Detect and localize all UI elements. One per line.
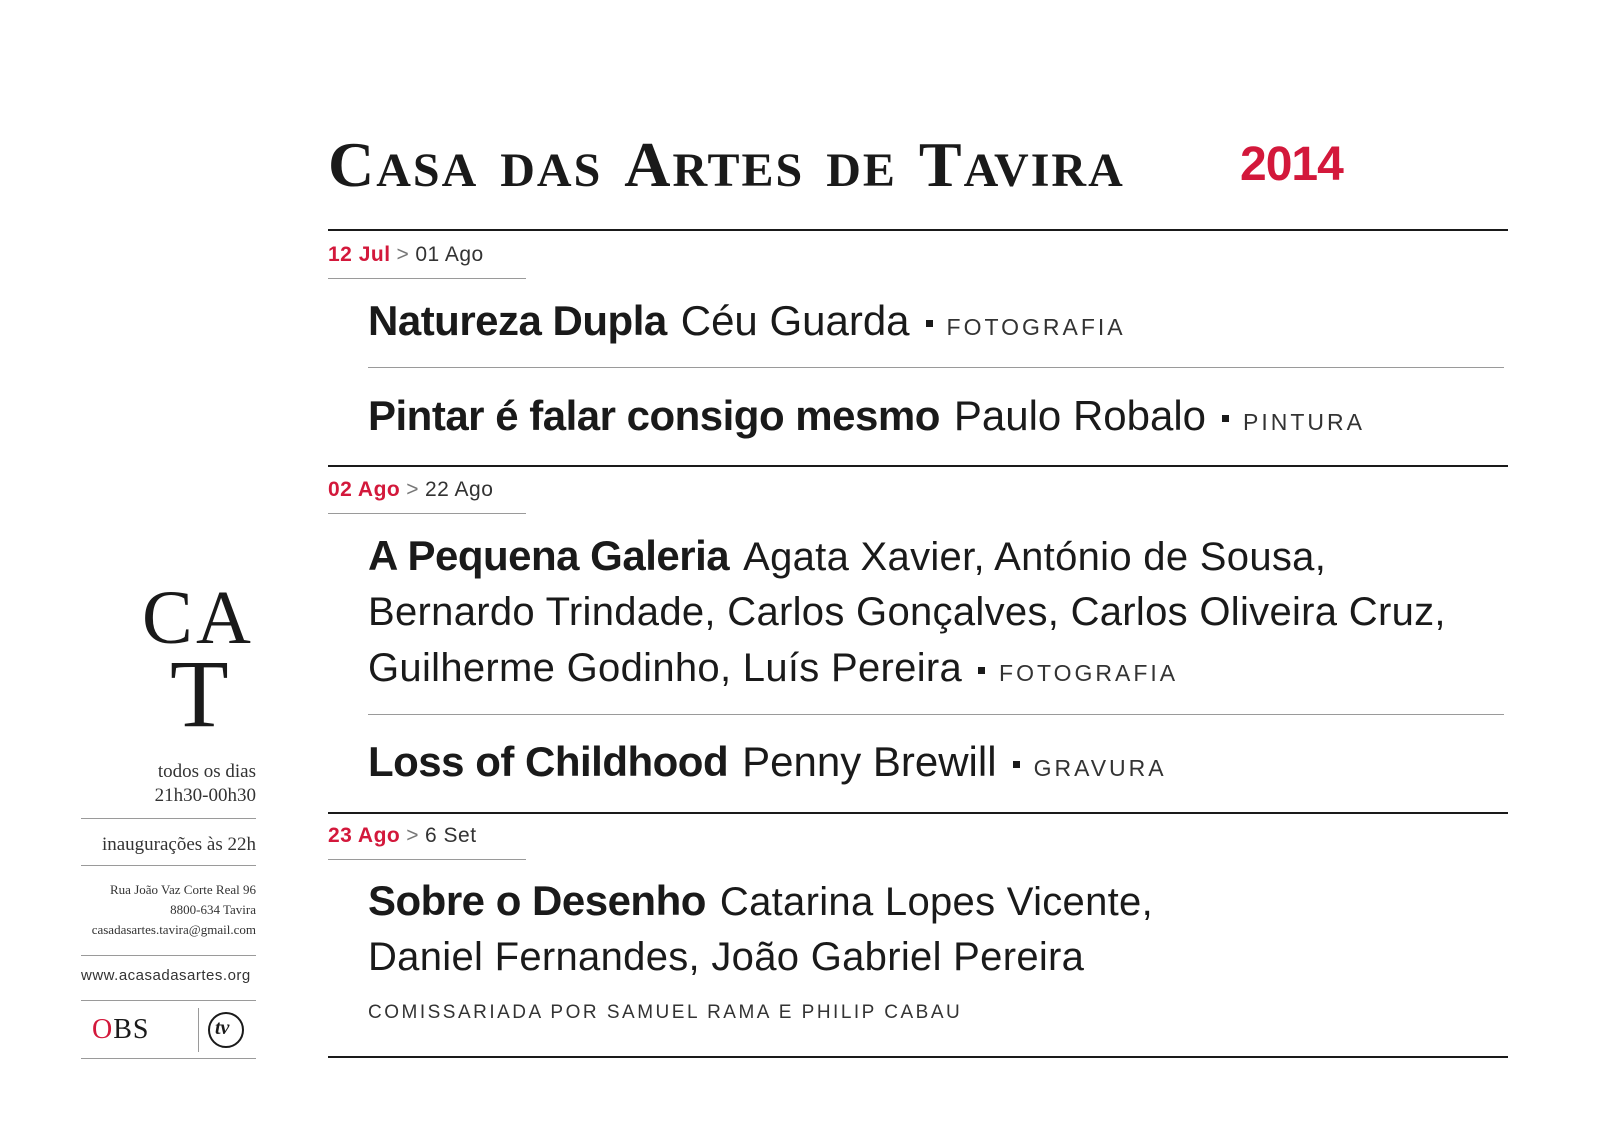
exhibition-artists: Agata Xavier, António de Sousa, bbox=[743, 535, 1327, 579]
date-to: 6 Set bbox=[425, 824, 477, 847]
opening-hours bbox=[155, 760, 256, 808]
exhibition-entry bbox=[368, 388, 1365, 450]
exhibition-entry bbox=[368, 528, 1326, 585]
exhibition-name: Loss of Childhood bbox=[368, 738, 729, 785]
bullet-square bbox=[1222, 415, 1229, 422]
date-rule bbox=[328, 513, 526, 514]
logo-letter: A bbox=[196, 576, 251, 660]
exhibition-category: FOTOGRAFIA bbox=[946, 314, 1126, 340]
date-from: 12 Jul bbox=[328, 243, 391, 266]
title-word: CASA bbox=[328, 129, 479, 200]
date-from: 23 Ago bbox=[328, 824, 401, 847]
title-word: DAS bbox=[500, 144, 603, 197]
date-rule bbox=[328, 859, 526, 860]
exhibition-artists: Catarina Lopes Vicente, bbox=[719, 880, 1154, 924]
item-rule bbox=[368, 367, 1504, 368]
title-word: DE bbox=[826, 144, 897, 197]
exhibition-entry bbox=[368, 873, 1153, 930]
exhibition-category: GRAVURA bbox=[1033, 755, 1167, 781]
exhibition-name: Natureza Dupla bbox=[368, 297, 667, 344]
hours-time: 21h30-00h30 bbox=[154, 785, 256, 806]
website-link[interactable]: www.acasadasartes.org bbox=[81, 967, 251, 984]
date-separator: > bbox=[396, 243, 410, 266]
openings-time: inaugurações às 22h bbox=[101, 834, 256, 855]
section-rule bbox=[328, 812, 1508, 814]
exhibition-artists-line bbox=[368, 640, 1178, 701]
address-postal: 8800-634 Tavira bbox=[170, 902, 256, 917]
logo-letter: T bbox=[170, 640, 229, 747]
bullet-square bbox=[926, 320, 933, 327]
address-street: Rua João Vaz Corte Real 96 bbox=[110, 882, 256, 897]
date-range bbox=[328, 824, 477, 848]
date-separator: > bbox=[406, 478, 419, 501]
exhibition-category: FOTOGRAFIA bbox=[999, 660, 1179, 686]
date-rule bbox=[328, 278, 526, 279]
sponsor-divider bbox=[198, 1008, 199, 1052]
date-separator: > bbox=[406, 824, 419, 847]
logo-letter: C bbox=[142, 576, 193, 660]
cat-logo bbox=[140, 576, 260, 747]
bullet-square bbox=[978, 667, 985, 674]
exhibition-artists: Penny Brewill bbox=[742, 738, 997, 785]
date-to: 01 Ago bbox=[415, 243, 484, 266]
title-word: TAVIRA bbox=[918, 129, 1125, 200]
sidebar-rule bbox=[81, 865, 256, 866]
hours-days: todos os dias bbox=[157, 761, 256, 782]
exhibition-entry bbox=[368, 734, 1167, 796]
page-title bbox=[328, 128, 1141, 202]
sidebar-rule bbox=[81, 818, 256, 819]
section-rule bbox=[328, 229, 1508, 231]
section-rule bbox=[328, 1056, 1508, 1058]
sidebar-rule bbox=[81, 1058, 256, 1059]
exhibition-entry bbox=[368, 293, 1126, 355]
exhibition-name: Pintar é falar consigo mesmo bbox=[368, 392, 940, 439]
section-rule bbox=[328, 465, 1508, 467]
date-range bbox=[328, 478, 493, 502]
exhibition-artists-line: Daniel Fernandes, João Gabriel Pereira bbox=[368, 935, 1085, 979]
sidebar-rule bbox=[81, 955, 256, 956]
date-range bbox=[328, 243, 484, 267]
exhibition-artists-line: Bernardo Trindade, Carlos Gonçalves, Carlos Oliveira Cruz, bbox=[368, 590, 1446, 634]
item-rule bbox=[368, 714, 1504, 715]
email-link[interactable]: casadasartes.tavira@gmail.com bbox=[91, 922, 256, 937]
sidebar-rule bbox=[81, 1000, 256, 1001]
exhibition-artists: Guilherme Godinho, Luís Pereira bbox=[368, 646, 963, 690]
exhibition-artists: Paulo Robalo bbox=[953, 392, 1207, 439]
exhibition-category: PINTURA bbox=[1243, 409, 1365, 435]
title-word: ARTES bbox=[624, 129, 805, 200]
obs-logo: OBS bbox=[92, 1014, 150, 1045]
bullet-square bbox=[1013, 761, 1020, 768]
date-to: 22 Ago bbox=[425, 478, 494, 501]
address-block bbox=[92, 880, 256, 940]
tv-logo-icon: tv bbox=[208, 1012, 244, 1048]
curator-note: COMISSARIADA POR SAMUEL RAMA E PHILIP CABAU bbox=[368, 1002, 963, 1023]
date-from: 02 Ago bbox=[328, 478, 401, 501]
exhibition-name: Sobre o Desenho bbox=[368, 877, 706, 924]
title-year: 2014 bbox=[1240, 138, 1343, 191]
exhibition-name: A Pequena Galeria bbox=[368, 532, 730, 579]
exhibition-artists: Céu Guarda bbox=[680, 297, 910, 344]
